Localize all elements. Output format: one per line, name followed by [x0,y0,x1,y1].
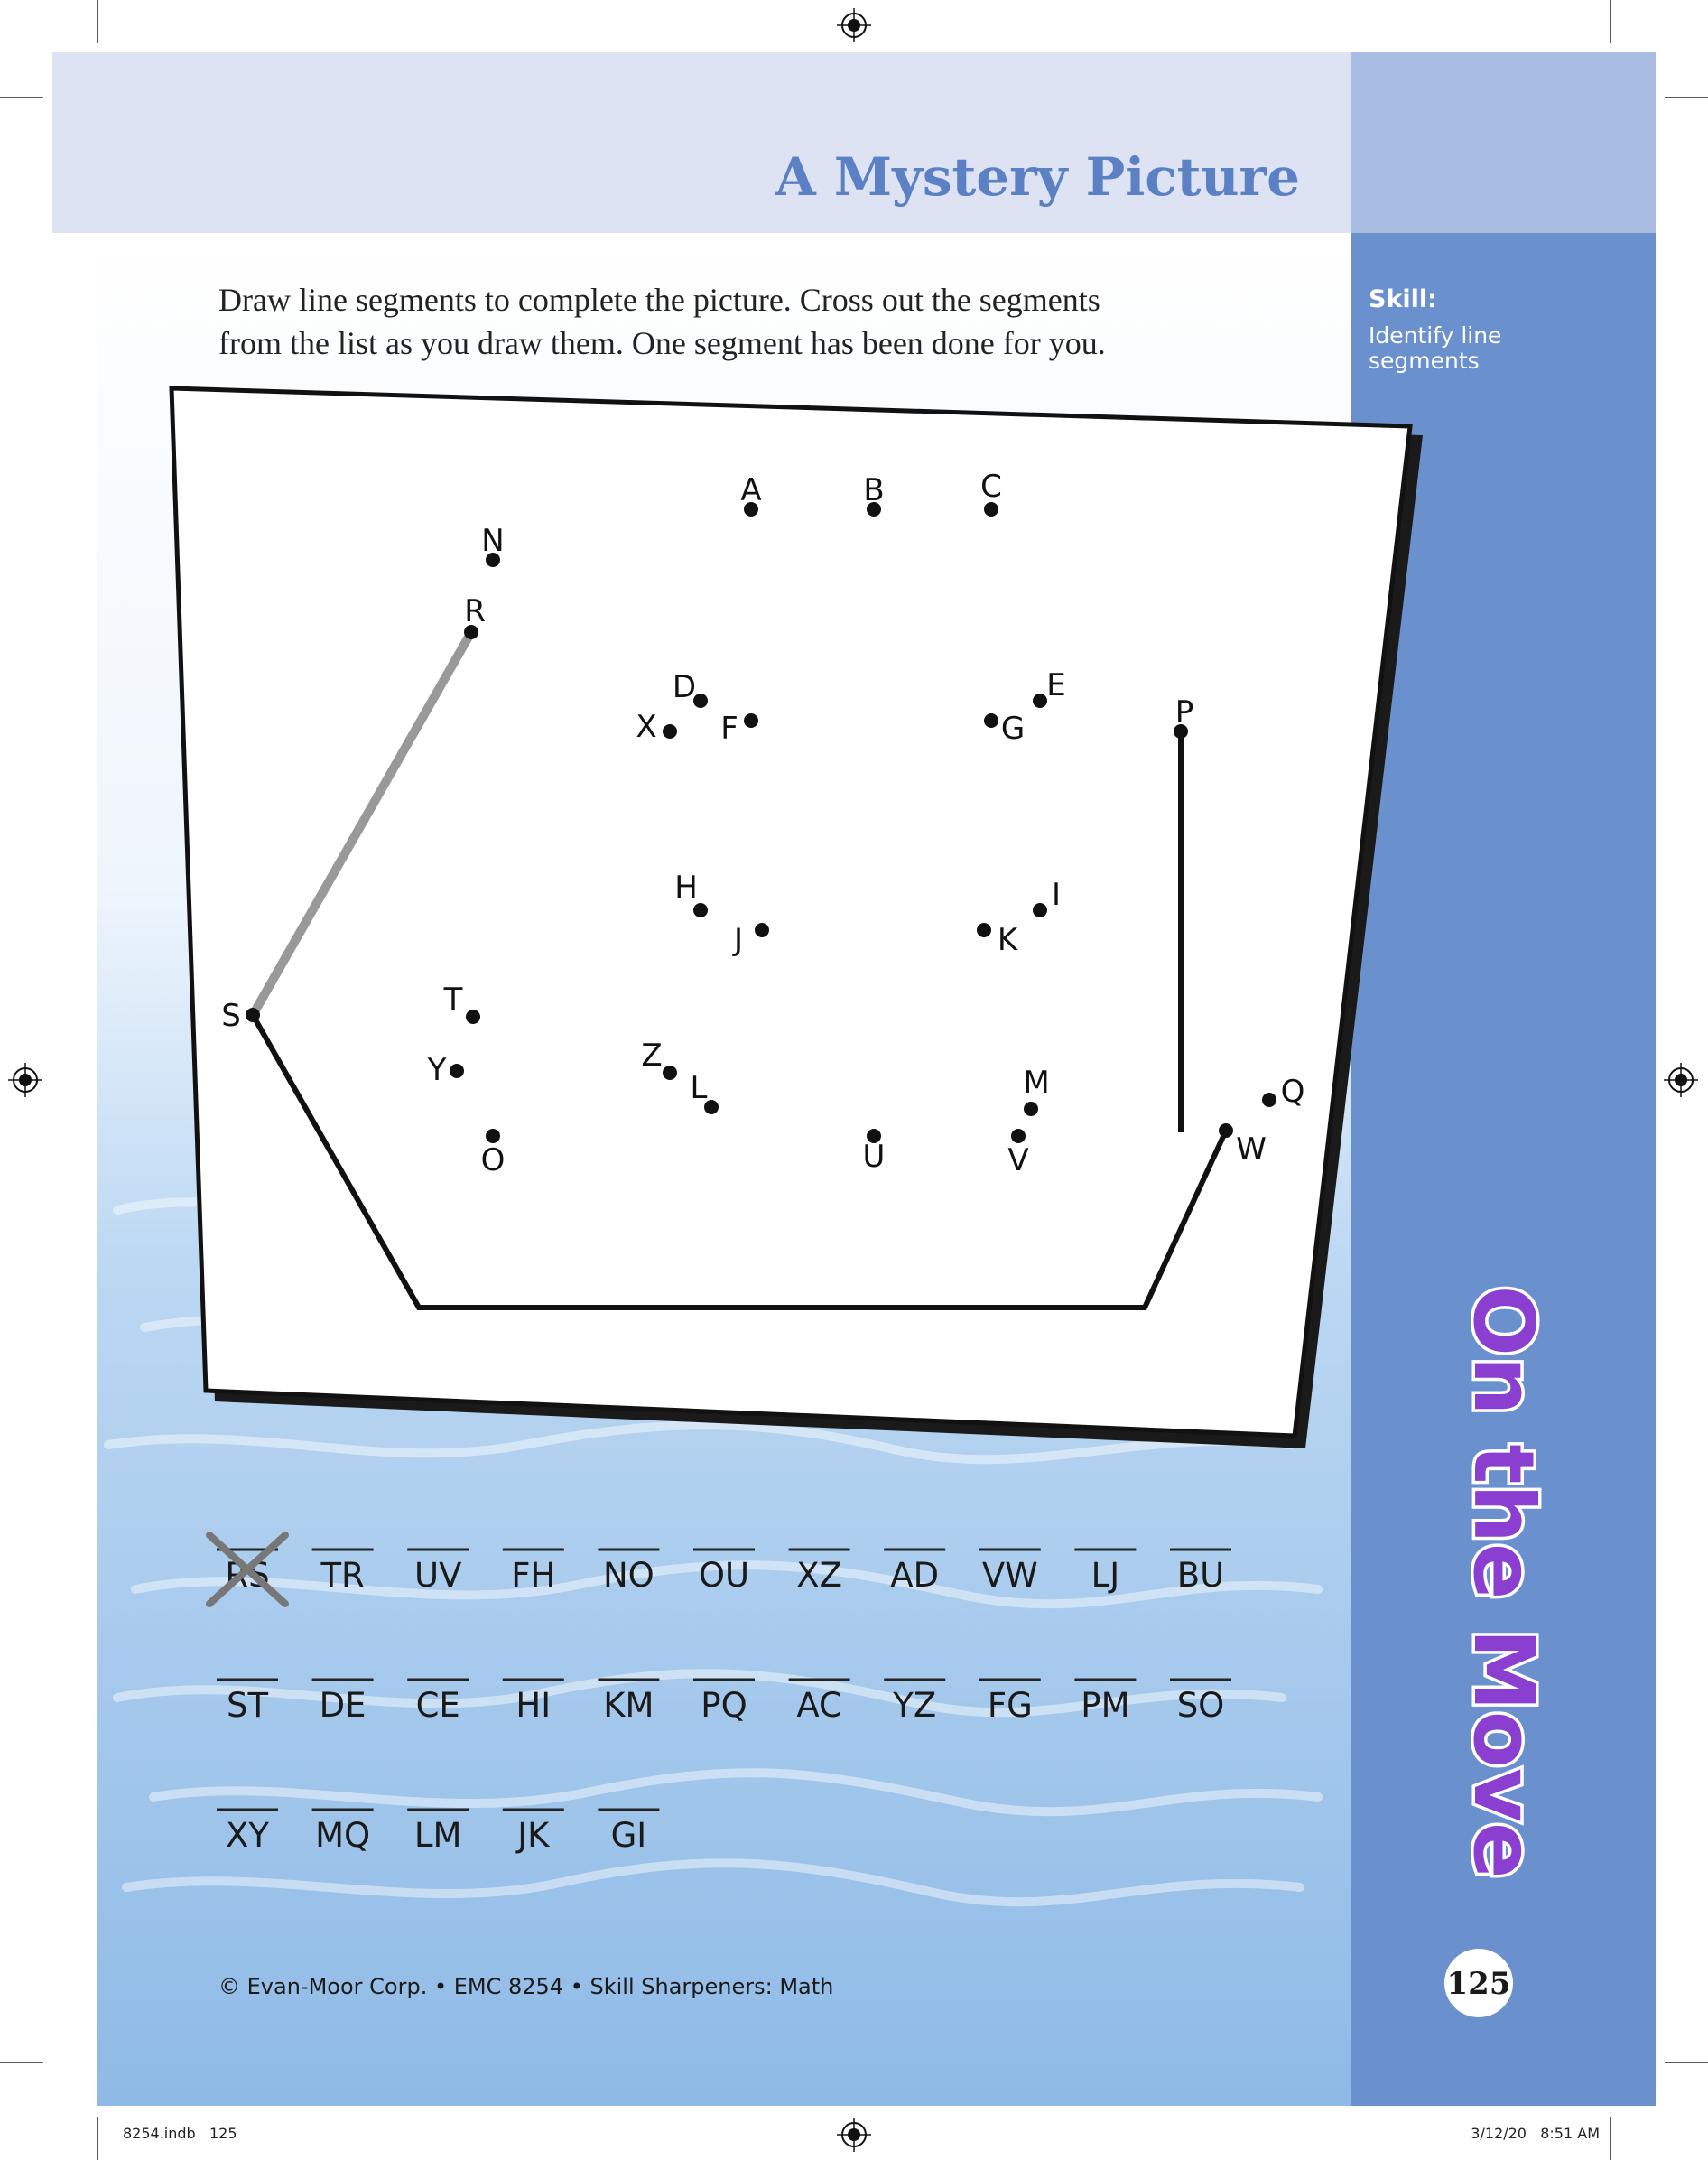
registration-mark-top [837,8,871,42]
point-dot-w[interactable] [1219,1123,1233,1138]
point-label-f: F [720,711,738,747]
instructions-line-1: Draw line segments to complete the picture. Cross out the segments [218,282,1100,318]
registration-mark-left [8,1063,42,1097]
segment-label: FG [987,1686,1033,1725]
segment-label: NO [602,1556,654,1595]
point-label-x: X [636,709,657,745]
point-label-r: R [464,593,486,629]
segment-item-vw[interactable] [979,1550,1041,1595]
segment-item-uv[interactable] [407,1550,469,1595]
point-dot-s[interactable] [246,1008,260,1022]
point-label-a: A [740,472,762,508]
point-label-y: Y [427,1052,447,1088]
point-label-u: U [862,1139,886,1175]
segment-item-ou[interactable] [693,1550,755,1595]
segment-label: VW [981,1556,1038,1595]
segment-label: AC [796,1686,842,1725]
point-dot-i[interactable] [1033,903,1047,917]
point-dot-t[interactable] [466,1010,480,1024]
segment-label: AD [890,1556,940,1595]
segment-label: LM [413,1816,462,1855]
point-dot-q[interactable] [1262,1093,1276,1107]
point-dot-z[interactable] [663,1066,677,1080]
segment-item-lm[interactable] [407,1810,469,1855]
point-label-j: J [733,922,744,958]
page-title: A Mystery Picture [775,146,1300,208]
segment-item-yz[interactable] [884,1680,945,1725]
point-dot-v[interactable] [1011,1129,1026,1143]
skill-heading: Skill: [1369,285,1437,313]
segment-item-fh[interactable] [503,1550,564,1595]
point-label-n: N [481,523,505,559]
point-label-z: Z [641,1038,663,1074]
puzzle-card [172,388,1410,1436]
point-label-g: G [1000,711,1026,747]
segment-label: XZ [796,1556,842,1595]
point-label-i: I [1051,877,1062,913]
point-label-v: V [1007,1142,1029,1178]
point-dot-o[interactable] [486,1129,500,1143]
skill-text-line-2: segments [1369,348,1480,374]
segment-label: ST [226,1686,269,1725]
copyright-footer: © Evan-Moor Corp. • EMC 8254 • Skill Sharpeners: Math [218,1974,834,1999]
segment-item-bu[interactable] [1170,1550,1231,1595]
point-dot-k[interactable] [977,923,991,937]
segment-item-xz[interactable] [789,1550,850,1595]
segment-label: LJ [1091,1556,1120,1595]
segment-label: PM [1081,1686,1130,1725]
point-label-l: L [690,1070,708,1106]
segment-label: BU [1176,1556,1225,1595]
instructions-line-2: from the list as you draw them. One segment has been done for you. [218,325,1106,361]
point-dot-f[interactable] [744,713,758,728]
segment-label: SO [1176,1686,1225,1725]
segment-label: HI [515,1686,552,1725]
segment-label: YZ [893,1686,937,1725]
segment-item-de[interactable] [312,1680,374,1725]
point-label-d: D [672,669,697,705]
point-label-h: H [674,870,698,906]
point-dot-x[interactable] [663,724,677,739]
segment-label: JK [517,1816,550,1855]
segment-label: XY [226,1816,269,1855]
skill-text-line-1: Identify line [1369,322,1502,349]
segment-label: CE [415,1686,460,1725]
segment-label: FH [511,1556,556,1595]
point-label-c: C [980,469,1002,505]
segment-item-no[interactable] [598,1550,659,1595]
segment-item-ce[interactable] [407,1680,469,1725]
registration-mark-bottom [837,2118,871,2152]
segment-item-xy[interactable] [217,1810,278,1855]
segment-item-pm[interactable] [1074,1680,1136,1725]
registration-mark-right [1664,1063,1698,1097]
point-label-k: K [997,922,1018,958]
point-label-w: W [1236,1131,1267,1168]
sidebar-top [1351,52,1656,233]
segment-item-ad[interactable] [884,1550,945,1595]
segment-label: RS [225,1556,270,1595]
point-dot-g[interactable] [984,713,998,728]
segment-label: DE [319,1686,367,1725]
point-label-p: P [1174,694,1194,731]
point-dot-e[interactable] [1033,694,1047,708]
segment-item-tr[interactable] [312,1550,374,1595]
slug-right: 3/12/20 8:51 AM [1471,2125,1600,2142]
point-dot-m[interactable] [1024,1102,1038,1116]
segment-label: GI [610,1816,647,1855]
point-label-t: T [443,982,463,1018]
segment-label: UV [413,1556,462,1595]
segment-item-mq[interactable] [312,1810,374,1855]
segment-item-fg[interactable] [979,1680,1041,1725]
page-number: 125 [1446,1966,1511,2002]
point-label-o: O [480,1142,506,1178]
segment-label: TR [320,1556,365,1595]
point-label-q: Q [1280,1074,1305,1110]
point-label-m: M [1023,1065,1050,1101]
segment-label: MQ [315,1816,371,1855]
point-label-b: B [863,472,885,508]
unit-theme-label: On the Move [1455,1285,1552,1879]
point-dot-j[interactable] [755,923,769,937]
point-dot-y[interactable] [450,1064,464,1078]
segment-label: OU [698,1556,750,1595]
slug-left: 8254.indb 125 [123,2125,237,2142]
point-label-e: E [1046,667,1066,703]
segment-item-ac[interactable] [789,1680,850,1725]
point-label-s: S [221,998,241,1034]
segment-item-pq[interactable] [693,1680,755,1725]
segment-label: KM [603,1686,654,1725]
segment-label: PQ [701,1686,747,1725]
segment-item-km[interactable] [598,1680,659,1725]
segment-item-so[interactable] [1170,1680,1231,1725]
